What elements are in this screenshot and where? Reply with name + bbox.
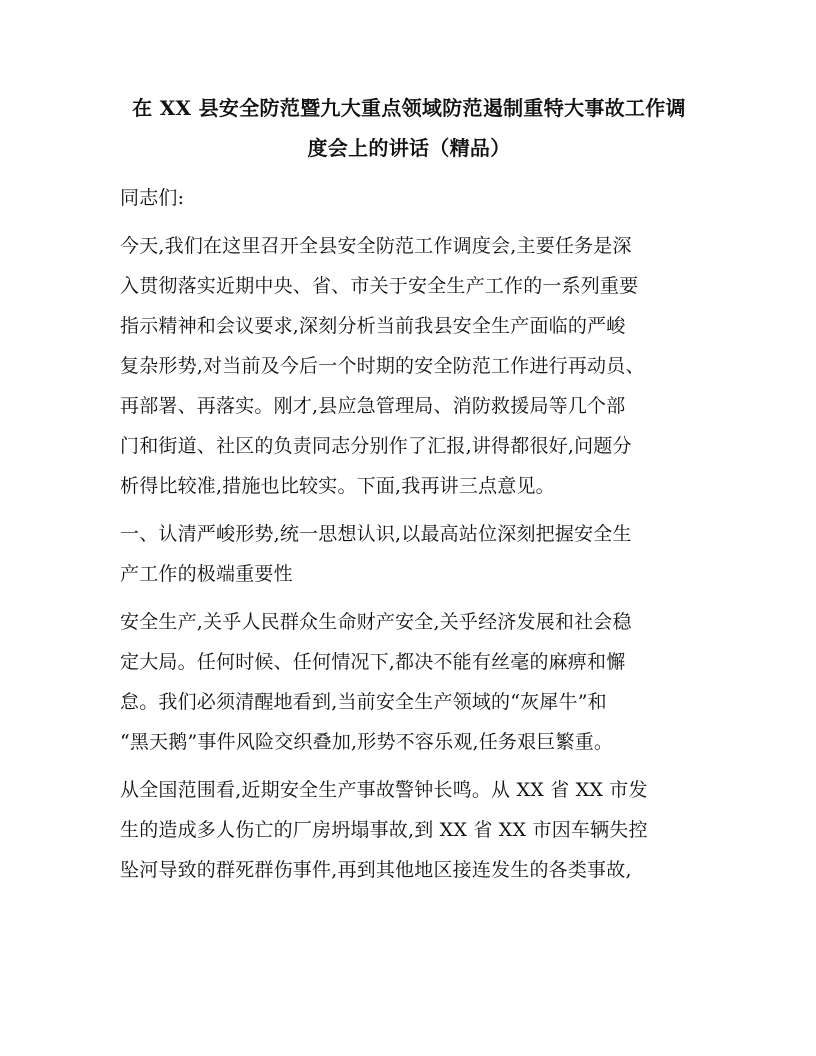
text-line: “黑天鹅”事件风险交织叠加,形势不容乐观,任务艰巨繁重。 xyxy=(120,731,614,753)
text-line: 析得比较准,措施也比较实。下面,我再讲三点意见。 xyxy=(120,475,555,497)
text-line: 怠。我们必须清醒地看到,当前安全生产领域的“灰犀牛”和 xyxy=(120,691,607,713)
text-line: 门和街道、社区的负责同志分别作了汇报,讲得都很好,问题分 xyxy=(120,435,632,457)
document-title xyxy=(120,88,698,168)
text-line: 从全国范围看,近期安全生产事故警钟长鸣。从 XX 省 XX 市发 xyxy=(120,779,648,801)
text-line: 坠河导致的群死群伤事件,再到其他地区接连发生的各类事故, xyxy=(120,859,632,881)
text-line: 同志们: xyxy=(120,187,185,209)
text-line: 定大局。任何时候、任何情况下,都决不能有丝毫的麻痹和懈 xyxy=(120,651,626,673)
salutation-paragraph xyxy=(120,178,698,218)
text-line: 再部署、再落实。刚才,县应急管理局、消防救援局等几个部 xyxy=(120,395,626,417)
section-heading-1 xyxy=(120,514,698,594)
title-line: 度会上的讲话（精品） xyxy=(307,136,511,160)
text-line: 生的造成多人伤亡的厂房坍塌事故,到 XX 省 XX 市因车辆失控 xyxy=(120,819,648,841)
body-paragraph xyxy=(120,602,698,762)
text-line: 指示精神和会议要求,深刻分析当前我县安全生产面临的严峻 xyxy=(120,315,626,337)
text-line: 复杂形势,对当前及今后一个时期的安全防范工作进行再动员、 xyxy=(120,355,645,377)
text-line: 入贯彻落实近期中央、省、市关于安全生产工作的一系列重要 xyxy=(120,275,639,297)
intro-paragraph xyxy=(120,226,698,506)
body-paragraph xyxy=(120,770,698,890)
text-line: 一、认清严峻形势,统一思想认识,以最高站位深刻把握安全生 xyxy=(120,523,632,545)
text-line: 产工作的极端重要性 xyxy=(120,563,293,585)
text-line: 安全生产,关乎人民群众生命财产安全,关乎经济发展和社会稳 xyxy=(120,611,632,633)
title-line: 在 XX 县安全防范暨九大重点领域防范遏制重特大事故工作调 xyxy=(132,96,686,120)
document-body xyxy=(120,88,698,898)
text-line: 今天,我们在这里召开全县安全防范工作调度会,主要任务是深 xyxy=(120,235,632,257)
